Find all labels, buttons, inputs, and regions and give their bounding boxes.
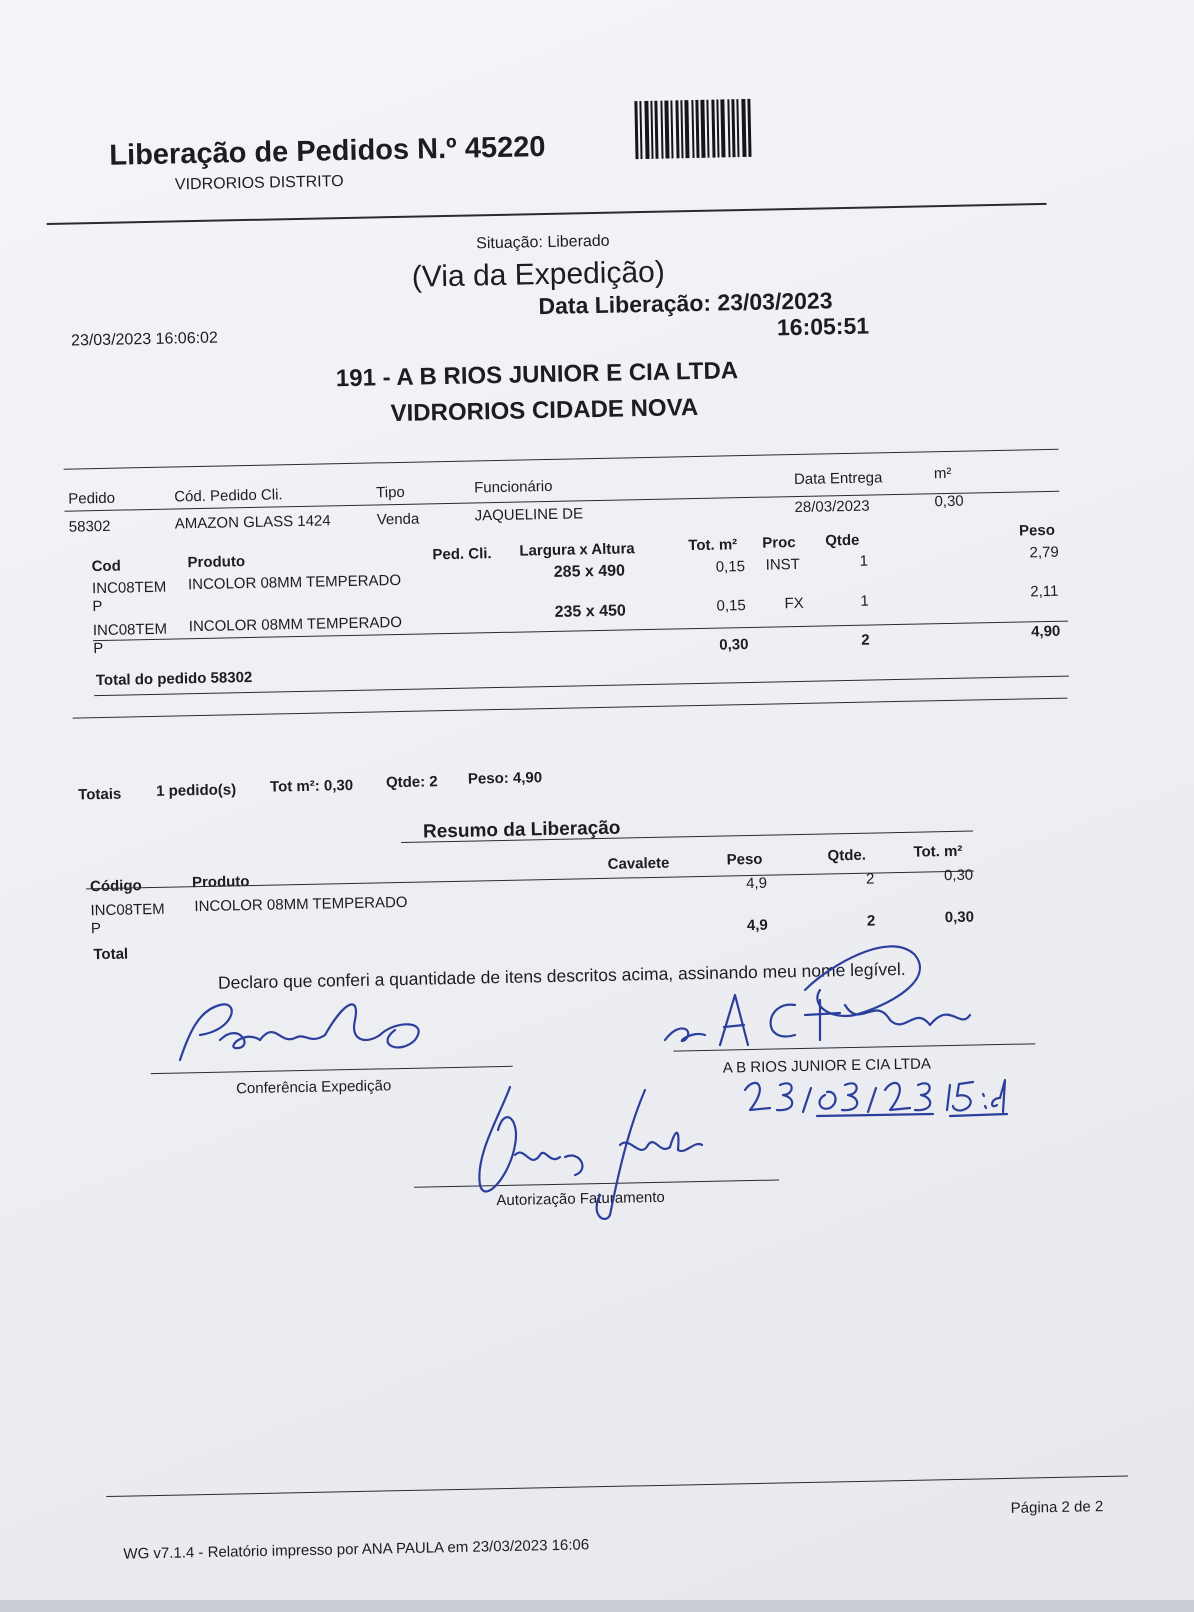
items-col-qtde: Qtde [825,531,860,550]
summary-row-code-cont: P [90,920,102,938]
totals-label: Totais [78,785,122,804]
col-m2: m² [933,464,952,483]
customer-branch: VIDRORIOS CIDADE NOVA [390,393,699,428]
items-col-proc: Proc [762,534,796,552]
order-number: 58302 [68,517,111,536]
items-col-cod: Cod [91,557,121,576]
item-1-proc: INST [765,555,801,574]
item-2-code-cont: P [93,639,104,658]
items-col-peso: Peso [1018,521,1056,540]
item-1-code-cont: P [92,597,103,616]
totals-qtde: Qtde: 2 [385,773,438,792]
footer-page-number: Página 2 de 2 [1010,1498,1104,1517]
declaration-text: Declaro que conferi a quantidade de itens descritos acima, assinando meu nome legível. [217,958,906,993]
signature-paulo [160,990,460,1070]
col-pedido: Pedido [68,489,116,508]
status-text: Situação: Liberado [476,232,610,253]
item-2-tot-m2: 0,15 [716,597,746,615]
item-1-code: INC08TEM [91,578,167,598]
order-total-m2: 0,30 [719,635,749,654]
signature-cliente [660,935,990,1055]
order-bottom-rule-2 [73,698,1068,719]
footer-printed-by: WG v7.1.4 - Relatório impresso por ANA PAULA em 23/03/2023 16:06 [123,1536,590,1563]
company-subtitle: VIDRORIOS DISTRITO [174,173,344,194]
client-order-code: AMAZON GLASS 1424 [174,512,331,533]
col-data-entrega: Data Entrega [793,469,883,489]
item-2-proc: FX [784,594,804,613]
delivery-date: 28/03/2023 [794,497,870,517]
order-top-rule [64,449,1059,470]
signature-label-autorizacao: Autorização Faturamento [496,1188,665,1210]
item-1-tot-m2: 0,15 [715,558,746,576]
release-time: 16:05:51 [776,312,870,341]
items-col-produto: Produto [187,553,246,572]
item-1-qtde: 1 [859,552,869,570]
item-2-peso: 2,11 [1030,582,1059,601]
col-cod-pedido-cli: Cód. Pedido Cli. [174,486,283,506]
order-m2: 0,30 [934,492,964,511]
summary-col-codigo: Código [89,877,142,896]
col-tipo: Tipo [376,483,405,502]
handwritten-date [735,1070,1015,1130]
summary-col-tot-m2: Tot. m² [913,842,963,861]
summary-col-cavalete: Cavalete [607,854,670,873]
signature-label-cliente: A B RIOS JUNIOR E CIA LTDA [722,1055,932,1077]
summary-title: Resumo da Liberação [422,817,621,843]
signature-label-conferencia: Conferência Expedição [235,1077,392,1098]
items-col-ped-cli: Ped. Cli. [432,545,492,564]
col-funcionario: Funcionário [473,477,553,497]
item-2-product: INCOLOR 08MM TEMPERADO [188,613,403,636]
item-2-dimensions: 235 x 450 [554,602,626,621]
summary-col-peso: Peso [726,850,763,869]
employee-name: JAQUELINE DE [474,505,584,525]
signature-autorizacao [470,1075,710,1225]
order-total-label: Total do pedido 58302 [95,668,253,690]
totals-m2: Tot m²: 0,30 [269,776,354,796]
summary-row-tot-m2: 0,30 [943,866,974,885]
summary-total-label: Total [93,945,129,964]
item-2-qtde: 1 [860,592,869,610]
items-col-largura-altura: Largura x Altura [519,540,635,560]
order-type: Venda [376,510,420,529]
summary-col-qtde: Qtde. [827,846,867,865]
summary-total-qtde: 2 [866,912,876,930]
totals-orders: 1 pedido(s) [155,781,237,800]
header-rule [47,203,1047,225]
items-col-tot-m2: Tot. m² [688,536,738,555]
customer-name: 191 - A B RIOS JUNIOR E CIA LTDA [335,357,739,393]
summary-row-code: INC08TEM [90,900,165,920]
summary-total-peso: 4,9 [746,916,768,935]
order-total-peso: 4,90 [1030,622,1061,641]
copy-label: (Via da Expedição) [411,255,666,294]
summary-row-product: INCOLOR 08MM TEMPERADO [194,893,408,916]
item-1-peso: 2,79 [1029,543,1059,562]
order-total-qtde: 2 [861,631,870,649]
release-date: Data Liberação: 23/03/2023 [538,287,833,320]
summary-row-peso: 4,9 [745,874,768,893]
footer-rule [106,1476,1128,1498]
printed-timestamp: 23/03/2023 16:06:02 [70,329,219,350]
document-title: Liberação de Pedidos N.º 45220 [109,130,546,172]
barcode [634,99,751,159]
summary-row-qtde: 2 [865,870,875,888]
totals-peso: Peso: 4,90 [467,769,543,788]
item-1-dimensions: 285 x 490 [553,562,626,581]
item-2-code: INC08TEM [92,620,168,640]
summary-total-tot-m2: 0,30 [944,908,975,927]
item-1-product: INCOLOR 08MM TEMPERADO [187,571,402,594]
summary-col-produto: Produto [191,873,250,892]
